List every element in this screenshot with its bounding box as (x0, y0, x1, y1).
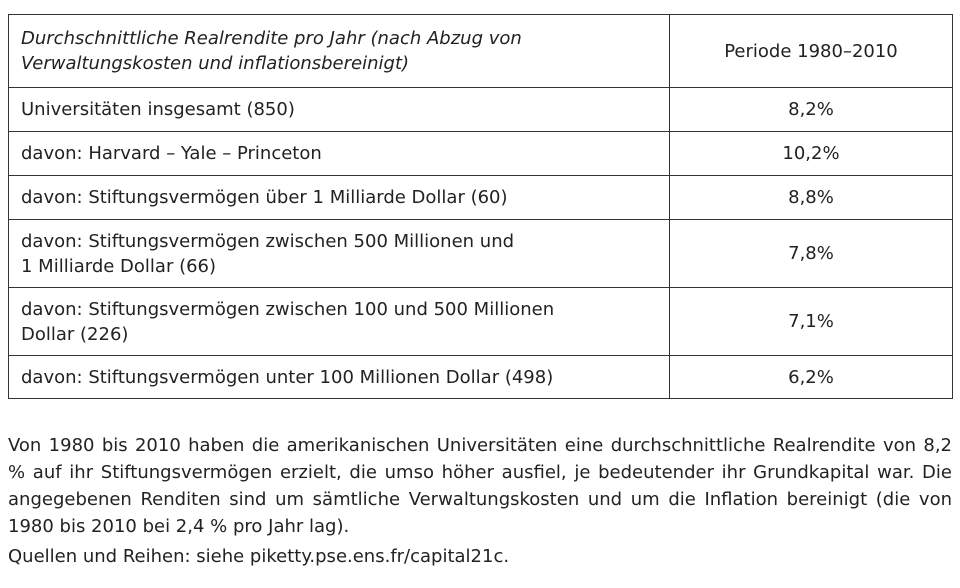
source-note: Quellen und Reihen: siehe piketty.pse.ens.fr/capital21c. (8, 546, 510, 567)
table-row (9, 176, 953, 220)
row-label (9, 288, 670, 356)
table-row (9, 132, 953, 176)
row-value: 7,1% (670, 288, 953, 356)
returns-table (8, 14, 953, 399)
row-label (9, 356, 670, 399)
row-label-line1: davon: Stiftungsvermögen über 1 Milliarde Dollar (60) (21, 187, 508, 208)
table-row (9, 88, 953, 132)
row-value: 8,2% (670, 88, 953, 132)
figure-caption: Von 1980 bis 2010 haben die amerikanischen Universitäten eine durchschnittliche Realrendite von 8,2 % auf ihr Stiftungsvermögen erzielt, die umso höher ausfiel, je bedeutender ihr Grundkapital war. Die angegebenen Renditen sind um sämtliche Verwaltungskosten und um die Inflation bereinigt (die von 1980 bis 2010 bei 2,4 % pro Jahr lag). (8, 435, 952, 537)
header-description-line1: Durchschnittliche Realrendite pro Jahr (nach Abzug von (21, 28, 522, 49)
row-value: 6,2% (670, 356, 953, 399)
row-label-line1: davon: Harvard – Yale – Princeton (21, 143, 322, 164)
table-row (9, 220, 953, 288)
table-row (9, 356, 953, 399)
row-value: 10,2% (670, 132, 953, 176)
row-label (9, 88, 670, 132)
table-header-row (9, 15, 953, 88)
row-label-line1: davon: Stiftungsvermögen zwischen 500 Millionen und (21, 230, 515, 252)
row-label-line2: 1 Milliarde Dollar (66) (21, 255, 217, 277)
row-value: 8,8% (670, 176, 953, 220)
row-label-line1: Universitäten insgesamt (850) (21, 99, 295, 120)
row-label (9, 220, 670, 288)
row-label (9, 176, 670, 220)
header-period: Periode 1980–2010 (670, 15, 953, 88)
row-label-line2: Dollar (226) (21, 323, 129, 345)
header-description-line2: Verwaltungskosten und inflationsbereinigt) (21, 53, 410, 74)
header-description (9, 15, 670, 88)
row-label-line1: davon: Stiftungsvermögen zwischen 100 und 500 Millionen (21, 298, 555, 320)
row-label-line1: davon: Stiftungsvermögen unter 100 Millionen Dollar (498) (21, 366, 554, 388)
row-value: 7,8% (670, 220, 953, 288)
table-row (9, 288, 953, 356)
row-label (9, 132, 670, 176)
